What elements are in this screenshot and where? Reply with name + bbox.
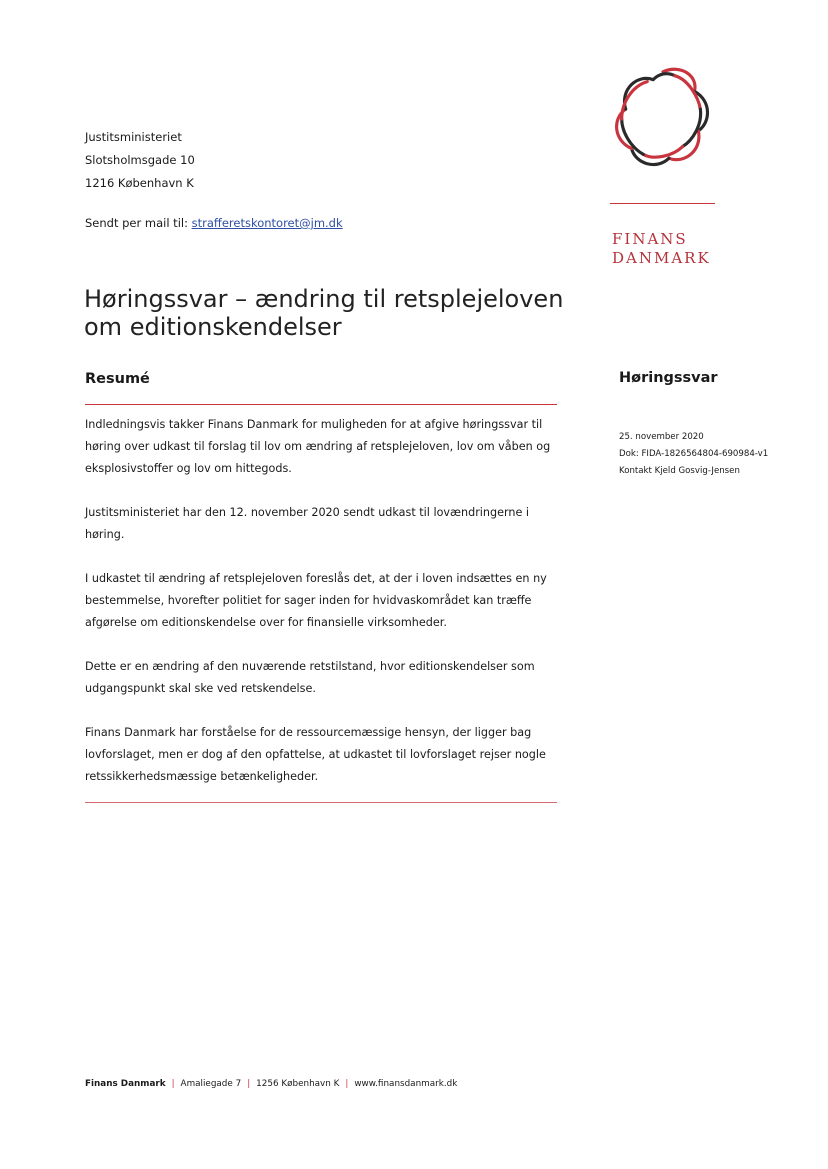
side-heading: Høringssvar: [619, 370, 718, 386]
document-date: 25. november 2020: [619, 432, 704, 442]
resume-heading: Resumé: [85, 371, 150, 387]
contact-person: Kontakt Kjeld Gosvig-Jensen: [619, 466, 740, 476]
footer-website-link[interactable]: www.finansdanmark.dk: [354, 1079, 458, 1089]
footer-separator: |: [247, 1079, 251, 1089]
footer-organization: Finans Danmark: [85, 1079, 166, 1089]
page-footer: [85, 1079, 457, 1089]
resume-paragraph-1: Indledningsvis takker Finans Danmark for muligheden for at afgive høringssvar til høring over udkast til forslag til lov om ændring af retsplejeloven, lov om våben og eksplosivstoffer og lov om hittegods.: [85, 418, 551, 475]
resume-paragraph-2: Justitsministeriet har den 12. november 2020 sendt udkast til lovændringerne i høring.: [85, 506, 530, 541]
resume-paragraph-3: I udkastet til ændring af retsplejeloven foreslås det, at der i loven indsættes en ny bestemmelse, hvorefter politiet for sager inden for hvidvaskområdet kan træffe afgørelse om editionskendelse over for finansielle virksomheder.: [85, 572, 547, 629]
resume-paragraph-5: Finans Danmark har forståelse for de ressourcemæssige hensyn, der ligger bag lovforslaget, men er dog af den opfattelse, at udkastet til lovforslaget rejser nogle retssikkerhedsmæssige betænkeligheder.: [85, 726, 546, 783]
brand-line-1: FINANS: [612, 230, 688, 248]
address-line-2: Slotsholmsgade 10: [85, 153, 195, 167]
address-line-1: Justitsministeriet: [85, 130, 182, 144]
resume-bottom-divider: [85, 802, 557, 803]
address-line-3: 1216 København K: [85, 176, 194, 190]
resume-top-divider: [85, 404, 557, 405]
footer-city: 1256 København K: [256, 1079, 340, 1089]
brand-line-2: DANMARK: [612, 249, 711, 267]
brand-divider: [610, 203, 715, 204]
footer-separator: |: [171, 1079, 175, 1089]
sent-label: Sendt per mail til:: [85, 216, 188, 230]
brand-name: [612, 230, 711, 268]
resume-body: [85, 414, 559, 810]
resume-paragraph-4: Dette er en ændring af den nuværende retstilstand, hvor editionskendelser som udgangspunkt skal ske ved retskendelse.: [85, 660, 535, 695]
footer-separator: |: [345, 1079, 349, 1089]
recipient-email-link[interactable]: strafferetskontoret@jm.dk: [191, 216, 343, 230]
document-title: Høringssvar – ændring til retsplejeloven om editionskendelser: [84, 285, 564, 341]
sent-by-mail: [85, 216, 343, 230]
document-metadata: [619, 429, 768, 480]
finans-danmark-logo-icon: [604, 58, 722, 176]
document-reference: Dok: FIDA-1826564804-690984-v1: [619, 449, 769, 459]
footer-street: Amaliegade 7: [180, 1079, 242, 1089]
recipient-address: [85, 126, 195, 195]
